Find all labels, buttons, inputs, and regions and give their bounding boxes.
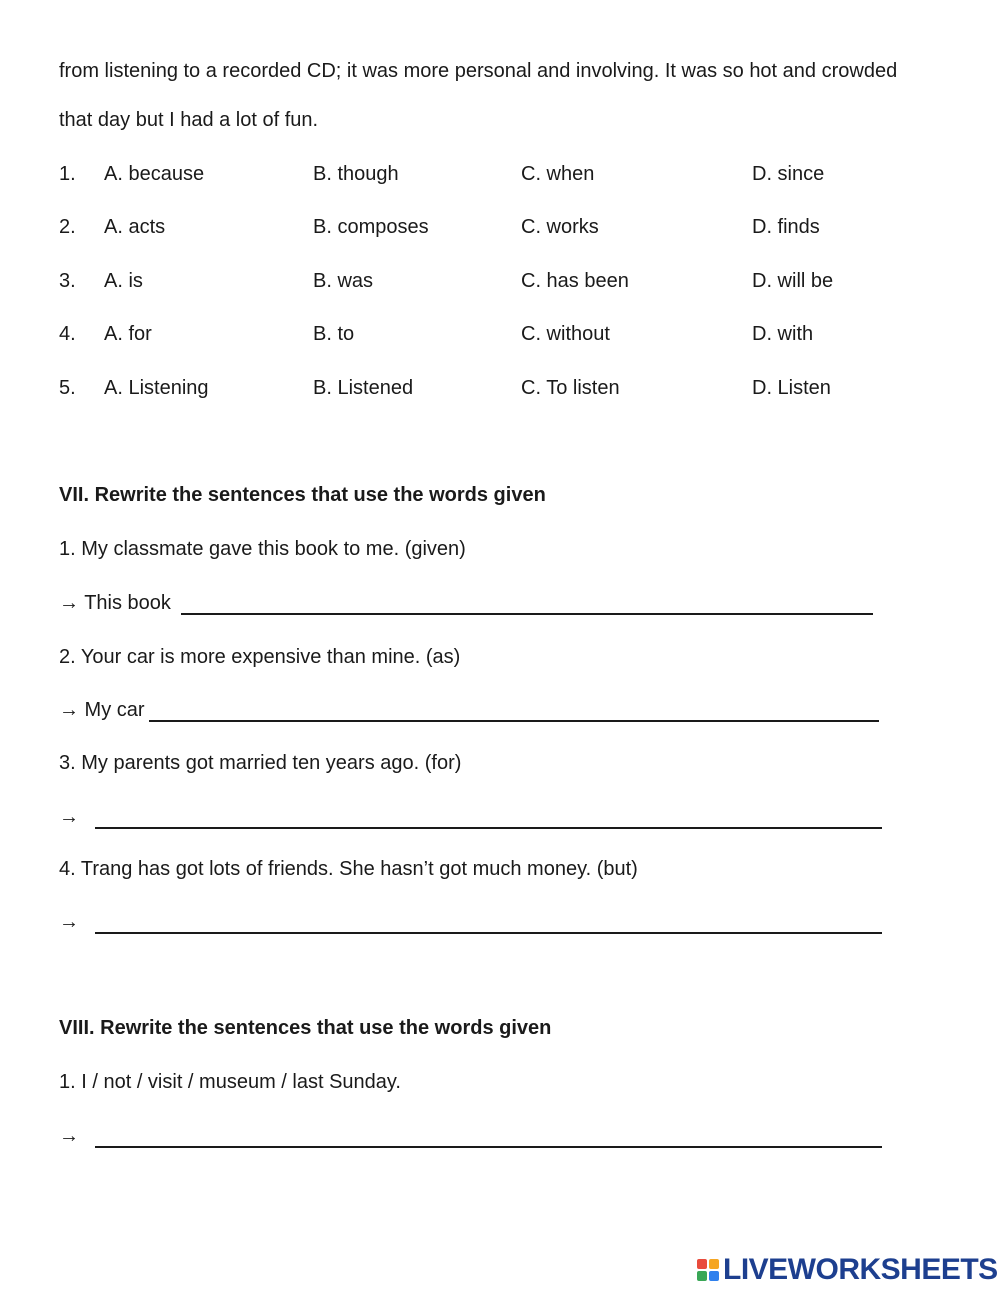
answer-row-2	[59, 692, 879, 722]
intro-line-1: from listening to a recorded CD; it was more personal and involving. It was so hot and crowded	[59, 60, 898, 82]
option-a[interactable]: A. Listening	[104, 377, 209, 399]
answer-input-1[interactable]	[181, 585, 873, 615]
logo-block	[709, 1271, 719, 1281]
logo-block	[697, 1271, 707, 1281]
rewrite-prompt-2: 2. Your car is more expensive than mine. (as)	[59, 646, 461, 668]
answer-row-3	[59, 799, 882, 829]
intro-line-2: that day but I had a lot of fun.	[59, 109, 319, 131]
option-a[interactable]: A. is	[104, 270, 143, 292]
option-c[interactable]: C. To listen	[521, 377, 620, 399]
rewrite-prompt-4: 4. Trang has got lots of friends. She hasn’t got much money. (but)	[59, 858, 638, 880]
answer-row-1	[59, 585, 873, 615]
question-number: 4.	[59, 323, 76, 345]
answer-row-4	[59, 904, 882, 934]
option-b[interactable]: B. to	[313, 323, 355, 345]
question-number: 2.	[59, 216, 76, 238]
answer-input-3[interactable]	[95, 799, 882, 829]
logo-text: LIVEWORKSHEETS	[723, 1253, 998, 1286]
option-d[interactable]: D. Listen	[752, 377, 831, 399]
question-row-3	[59, 269, 939, 293]
option-a[interactable]: A. for	[104, 323, 152, 345]
question-number: 1.	[59, 163, 76, 185]
option-b[interactable]: B. was	[313, 270, 374, 292]
answer-row-5	[59, 1118, 882, 1148]
logo-block	[697, 1259, 707, 1269]
arrow-icon: →	[59, 806, 79, 828]
arrow-icon: →	[59, 911, 79, 933]
option-b[interactable]: B. composes	[313, 216, 429, 238]
answer-input-4[interactable]	[95, 904, 882, 934]
option-d[interactable]: D. will be	[752, 270, 834, 292]
answer-input-5[interactable]	[95, 1118, 882, 1148]
option-c[interactable]: C. without	[521, 323, 610, 345]
question-row-2	[59, 215, 939, 239]
option-b[interactable]: B. Listened	[313, 377, 414, 399]
answer-prefix: → This book	[59, 592, 171, 614]
option-c[interactable]: C. when	[521, 163, 595, 185]
question-number: 3.	[59, 270, 76, 292]
arrow-icon: →	[59, 1125, 79, 1147]
option-a[interactable]: A. because	[104, 163, 205, 185]
question-row-5	[59, 376, 939, 400]
option-c[interactable]: C. works	[521, 216, 599, 238]
question-row-1	[59, 162, 939, 186]
answer-input-2[interactable]	[149, 692, 879, 722]
rewrite-prompt-1: 1. My classmate gave this book to me. (given)	[59, 538, 466, 560]
liveworksheets-logo	[697, 1255, 998, 1285]
rewrite-prompt-3: 3. My parents got married ten years ago. (for)	[59, 752, 462, 774]
logo-block	[709, 1259, 719, 1269]
logo-blocks-icon	[697, 1259, 719, 1281]
question-row-4	[59, 322, 939, 346]
section-7-heading: VII. Rewrite the sentences that use the words given	[59, 484, 546, 506]
section-8-heading: VIII. Rewrite the sentences that use the words given	[59, 1017, 552, 1039]
option-d[interactable]: D. since	[752, 163, 825, 185]
option-d[interactable]: D. with	[752, 323, 814, 345]
question-number: 5.	[59, 377, 76, 399]
answer-prefix: → My car	[59, 699, 145, 721]
option-c[interactable]: C. has been	[521, 270, 629, 292]
rewrite-prompt-5: 1. I / not / visit / museum / last Sunday.	[59, 1071, 401, 1093]
option-a[interactable]: A. acts	[104, 216, 166, 238]
option-d[interactable]: D. finds	[752, 216, 820, 238]
option-b[interactable]: B. though	[313, 163, 399, 185]
